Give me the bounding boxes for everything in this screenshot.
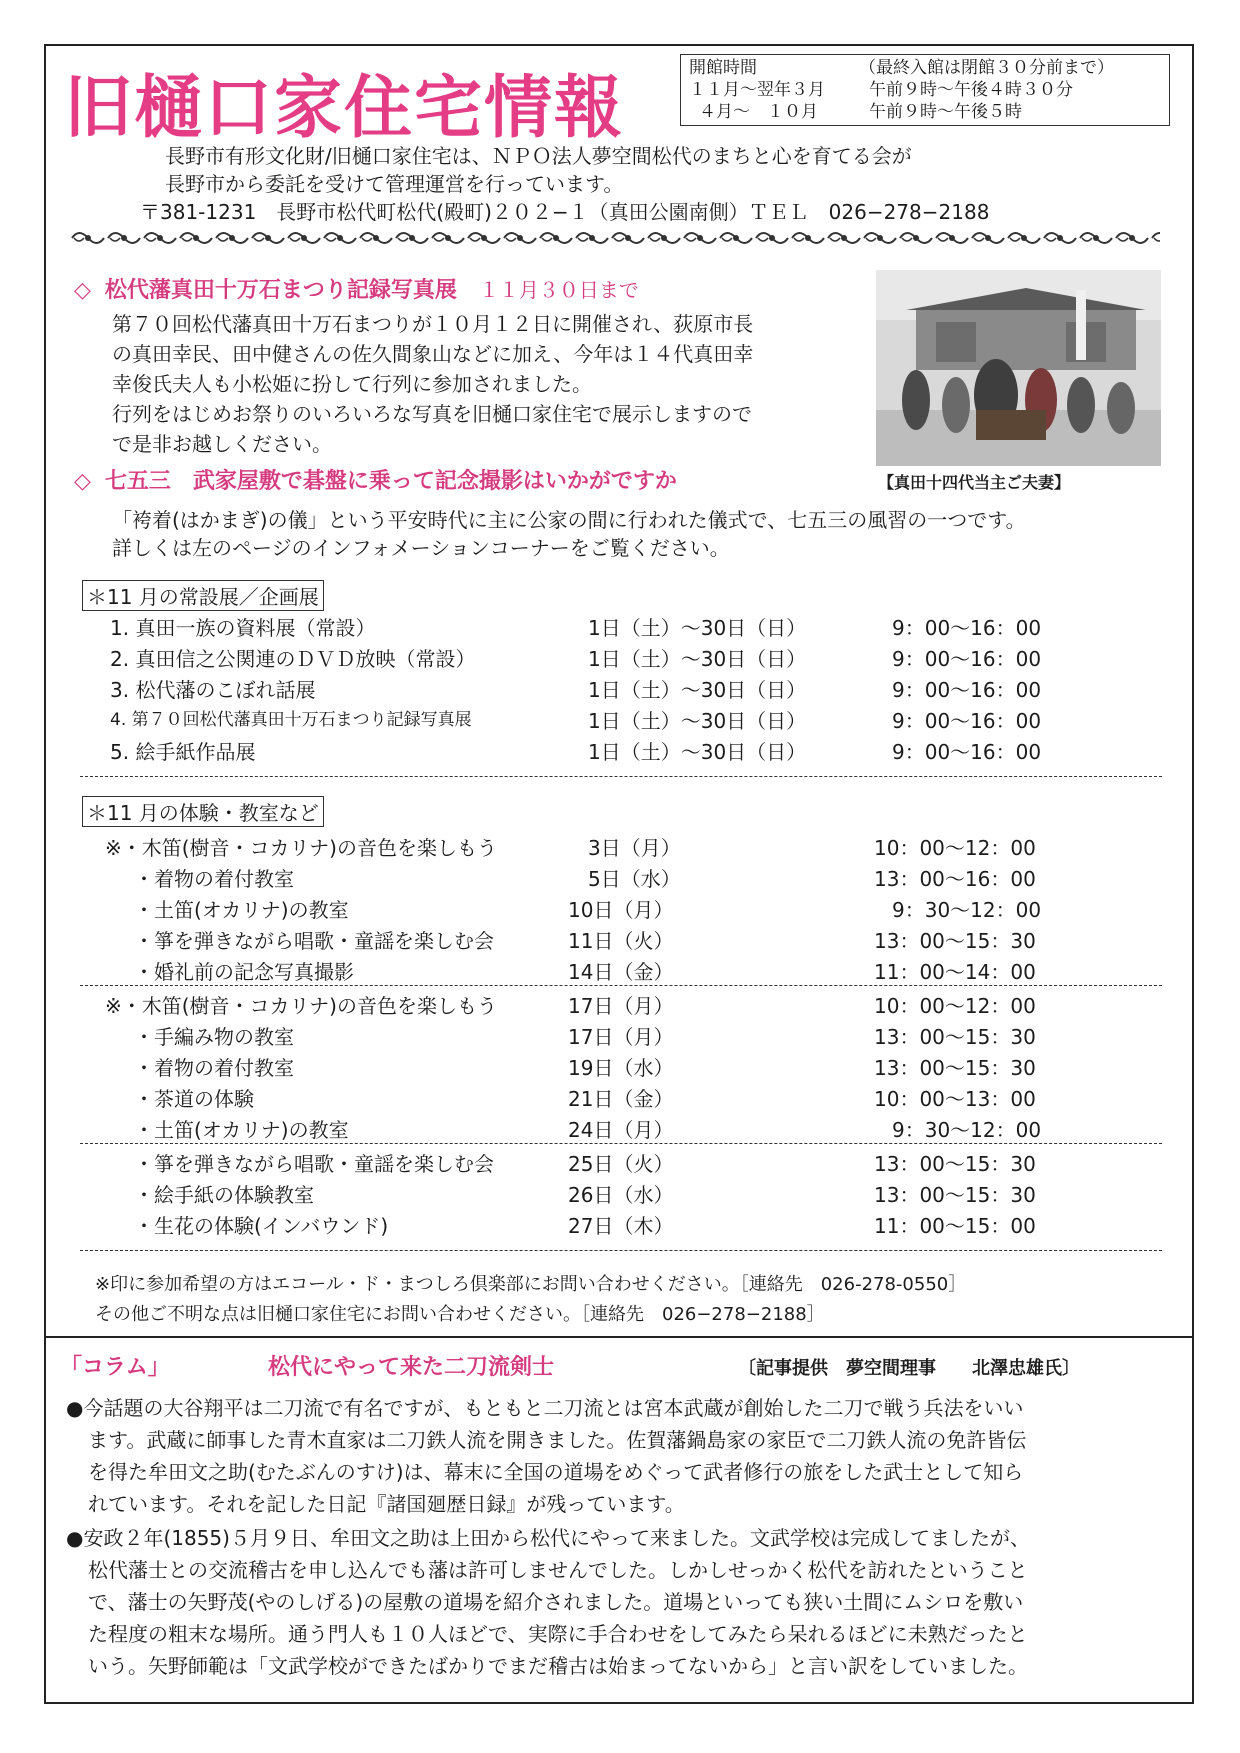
address-line: 〒381-1231 長野市松代町松代(殿町)２０２−１（真田公園南側）ＴＥＬ 026−278−2188 [140, 200, 990, 224]
hours-time: 午前９時～午後４時３０分 [869, 80, 1073, 100]
section1-heading [74, 273, 639, 304]
class-date: 27日（木） [568, 1214, 674, 1238]
hours-period: １１月～翌年３月 [689, 80, 825, 100]
class-time: 9：30～12：00 [892, 898, 1042, 922]
dashed-divider [80, 776, 1162, 777]
column-line: 松代藩士との交流稽古を申し込んでも藩は許可しませんでした。しかしせっかく松代を訪れたということ [88, 1558, 1028, 1582]
dashed-divider [80, 1143, 1162, 1144]
column-line: いう。矢野師範は「文武学校ができたばかりでまだ稽古は始まってないから」と言い訳をしていました。 [88, 1654, 1028, 1678]
diamond-icon: ◇ [74, 278, 91, 303]
exhibit-time: 9：00～16：00 [892, 647, 1042, 671]
section1-line: 幸俊氏夫人も小松姫に扮して行列に参加されました。 [112, 372, 592, 396]
intro-line: 長野市有形文化財/旧樋口家住宅は、ＮＰＯ法人夢空間松代のまちと心を育てる会が [165, 144, 912, 168]
class-date: 3日（月） [588, 836, 681, 860]
class-date: 26日（水） [568, 1183, 674, 1207]
column-label: 「コラム」 [60, 1355, 170, 1380]
classes-heading: ＊11 月の体験・教室など [82, 796, 324, 827]
column-credit: 〔記事提供 夢空間理事 北澤忠雄氏〕 [738, 1358, 1080, 1379]
exhibit-time: 9：00～16：00 [892, 678, 1042, 702]
hours-label: 開館時間 [689, 58, 757, 78]
class-name: ・着物の着付教室 [134, 1056, 294, 1080]
page-title: 旧樋口家住宅情報 [64, 69, 625, 148]
class-date: 11日（火） [568, 929, 674, 953]
exhibit-name: 3. 松代藩のこぼれ話展 [110, 678, 316, 702]
section2-heading [74, 464, 677, 495]
class-name: ※・木笛(樹音・コカリナ)の音色を楽しもう [105, 836, 497, 860]
column-line: を得た牟田文之助(むたぶんのすけ)は、幕末に全国の道場をめぐって武者修行の旅をした武士として知ら [88, 1460, 1024, 1484]
class-time: 13：00～15：30 [874, 1056, 1036, 1080]
class-name: ・絵手紙の体験教室 [134, 1183, 314, 1207]
exhibit-date: 1日（土）～30日（日） [588, 709, 807, 733]
class-time: 9：30～12：00 [892, 1118, 1042, 1142]
exhibit-name: 2. 真田信之公関連のＤＶＤ放映（常設） [110, 647, 476, 671]
class-time: 11：00～14：00 [874, 960, 1036, 984]
section2-line: 「袴着(はかまぎ)の儀」という平安時代に主に公家の間に行われた儀式で、七五三の風習の一つです。 [112, 508, 1026, 532]
class-time: 10：00～12：00 [874, 836, 1036, 860]
exhibit-date: 1日（土）～30日（日） [588, 647, 807, 671]
section2-line: 詳しくは左のページのインフォメーションコーナーをご覧ください。 [112, 536, 730, 560]
class-time: 13：00～15：30 [874, 929, 1036, 953]
class-name: ・婚礼前の記念写真撮影 [134, 960, 354, 984]
section1-line: 行列をはじめお祭りのいろいろな写真を旧樋口家住宅で展示しますので [112, 402, 752, 426]
opening-hours-box [680, 54, 1170, 126]
class-name: ・土笛(オカリナ)の教室 [134, 898, 349, 922]
class-time: 10：00～13：00 [874, 1087, 1036, 1111]
section2-title: 七五三 武家屋敷で碁盤に乗って記念撮影はいかがですか [104, 469, 677, 494]
class-date: 14日（金） [568, 960, 674, 984]
column-title: 松代にやって来た二刀流剣士 [268, 1355, 555, 1380]
class-name: ※・木笛(樹音・コカリナ)の音色を楽しもう [105, 994, 497, 1018]
column-line: ●今話題の大谷翔平は二刀流で有名ですが、もともと二刀流とは宮本武蔵が創始した二刀で戦う兵法をいい [66, 1396, 1024, 1420]
dashed-divider [80, 1250, 1162, 1251]
column-line: ます。武蔵に師事した青木直家は二刀鉄人流を開きました。佐賀藩鍋島家の家臣で二刀鉄人流の免許皆伝 [88, 1428, 1027, 1452]
diamond-icon: ◇ [74, 469, 91, 494]
section1-title: 松代藩真田十万石まつり記録写真展 [104, 278, 457, 303]
class-time: 13：00～15：30 [874, 1183, 1036, 1207]
class-name: ・着物の着付教室 [134, 867, 294, 891]
class-date: 17日（月） [568, 994, 674, 1018]
exhibit-date: 1日（土）～30日（日） [588, 678, 807, 702]
class-date: 10日（月） [568, 898, 674, 922]
class-name: ・土笛(オカリナ)の教室 [134, 1118, 349, 1142]
class-name: ・茶道の体験 [134, 1087, 254, 1111]
exhibit-date: 1日（土）～30日（日） [588, 740, 807, 764]
section1-line: 第７０回松代藩真田十万石まつりが１０月１２日に開催され、荻原市長 [112, 312, 754, 336]
class-time: 13：00～15：30 [874, 1152, 1036, 1176]
exhibit-name: 4. 第７０回松代藩真田十万石まつり記録写真展 [110, 710, 472, 730]
class-name: ・手編み物の教室 [134, 1025, 294, 1049]
section1-line: の真田幸民、田中健さんの佐久間象山などに加え、今年は１４代真田幸 [112, 342, 754, 366]
section-divider [44, 1336, 1194, 1338]
class-name: ・箏を弾きながら唱歌・童謡を楽しむ会 [134, 1152, 494, 1176]
ornament-divider [70, 226, 1160, 250]
class-time: 11：00～15：00 [874, 1214, 1036, 1238]
column-line: で、藩士の矢野茂(やのしげる)の屋敷の道場を紹介されました。道場といっても狭い土間にムシロを敷い [88, 1590, 1024, 1614]
class-time: 13：00～15：30 [874, 1025, 1036, 1049]
exhibit-name: 5. 絵手紙作品展 [110, 740, 256, 764]
class-time: 13：00～16：00 [874, 867, 1036, 891]
class-date: 5日（水） [588, 867, 681, 891]
exhibit-date: 1日（土）～30日（日） [588, 616, 807, 640]
column-line: た程度の粗末な場所。通う門人も１０人ほどで、実際に手合わせをしてみたら呆れるほどに未熟だったと [88, 1622, 1028, 1646]
hours-period: ４月～ １０月 [699, 102, 818, 122]
exhibits-heading: ＊11 月の常設展／企画展 [82, 580, 324, 611]
class-name: ・生花の体験(インバウンド) [134, 1214, 389, 1238]
class-date: 21日（金） [568, 1087, 674, 1111]
photo-caption: 【真田十四代当主ご夫妻】 [878, 473, 1071, 492]
hours-time: 午前９時～午後５時 [869, 102, 1022, 122]
column-line: ●安政２年(1855)５月９日、牟田文之助は上田から松代にやって来ました。文武学校は完成してましたが、 [66, 1526, 1030, 1550]
column-line: れています。それを記した日記『諸国廻歴日録』が残っています。 [88, 1492, 685, 1516]
festival-photo [876, 270, 1161, 466]
class-name: ・箏を弾きながら唱歌・童謡を楽しむ会 [134, 929, 494, 953]
hours-note: （最終入館は閉館３０分前まで） [859, 58, 1114, 78]
dashed-divider [80, 985, 1162, 986]
contact-note: その他ご不明な点は旧樋口家住宅にお問い合わせください。［連絡先 026−278−2188］ [95, 1304, 825, 1325]
exhibit-time: 9：00～16：00 [892, 709, 1042, 733]
section1-line: で是非お越しください。 [112, 432, 332, 456]
class-date: 24日（月） [568, 1118, 674, 1142]
exhibit-name: 1. 真田一族の資料展（常設） [110, 616, 376, 640]
intro-line: 長野市から委託を受けて管理運営を行っています。 [165, 172, 624, 196]
class-date: 17日（月） [568, 1025, 674, 1049]
class-time: 10：00～12：00 [874, 994, 1036, 1018]
class-date: 25日（火） [568, 1152, 674, 1176]
section1-subtitle: １１月３０日まで [478, 278, 639, 302]
exhibit-time: 9：00～16：00 [892, 740, 1042, 764]
exhibit-time: 9：00～16：00 [892, 616, 1042, 640]
class-date: 19日（水） [568, 1056, 674, 1080]
contact-note: ※印に参加希望の方はエコール・ド・まつしろ倶楽部にお問い合わせください。［連絡先 026-278-0550］ [95, 1274, 967, 1295]
